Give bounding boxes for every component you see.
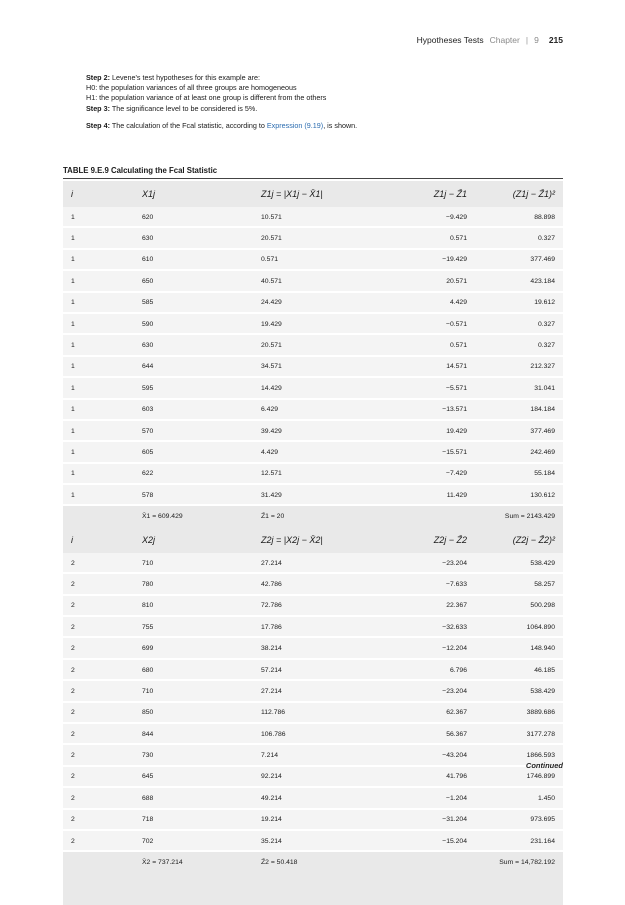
z-cell: 31.429	[259, 485, 389, 506]
table-row	[63, 485, 563, 506]
z-cell: 7.214	[259, 745, 389, 766]
x-cell: 688	[139, 788, 259, 809]
step2-text: Levene's test hypotheses for this example are:	[111, 73, 260, 82]
table-row	[63, 681, 563, 702]
empty-cell	[139, 873, 259, 905]
group2-header-row	[63, 527, 563, 553]
sq-cell: 0.327	[475, 228, 563, 249]
group2-mean-z: Z̄2 = 50.418	[259, 852, 389, 873]
x-cell: 710	[139, 681, 259, 702]
index-cell: 2	[63, 809, 139, 830]
z-diff-cell: −5.571	[389, 378, 475, 399]
x-cell: 680	[139, 659, 259, 680]
table-continues-row	[63, 873, 563, 905]
z-diff-cell: −1.204	[389, 788, 475, 809]
z-diff-cell: 0.571	[389, 228, 475, 249]
group1-header-index-cell: i	[63, 181, 139, 207]
x-cell: 710	[139, 553, 259, 574]
sq-cell: 973.695	[475, 809, 563, 830]
running-head-chapter-label: Chapter	[489, 35, 520, 45]
z-cell: 10.571	[259, 207, 389, 228]
table-row	[63, 702, 563, 723]
spacer	[86, 114, 566, 121]
z-cell: 20.571	[259, 335, 389, 356]
table-caption: TABLE 9.E.9 Calculating the Fcal Statistic	[63, 166, 218, 175]
sq-cell: 19.612	[475, 292, 563, 313]
z-diff-cell: −15.571	[389, 442, 475, 463]
group2-header-x-cell: X2j	[139, 527, 259, 553]
z-diff-cell: 56.367	[389, 723, 475, 744]
sq-cell: 184.184	[475, 399, 563, 420]
z-diff-cell: −32.633	[389, 617, 475, 638]
z-diff-cell: −7.633	[389, 574, 475, 595]
z-diff-cell: 41.796	[389, 766, 475, 787]
x-cell: 630	[139, 228, 259, 249]
sq-cell: 377.469	[475, 249, 563, 270]
table-row	[63, 766, 563, 787]
step4-paragraph	[86, 121, 566, 131]
sq-cell: 46.185	[475, 659, 563, 680]
z-cell: 112.786	[259, 702, 389, 723]
step3-label: Step 3:	[86, 103, 110, 113]
x-cell: 850	[139, 702, 259, 723]
sq-cell: 148.940	[475, 638, 563, 659]
sq-cell: 423.184	[475, 271, 563, 292]
caption-rule	[63, 178, 563, 179]
table-row	[63, 788, 563, 809]
z-diff-cell: 11.429	[389, 485, 475, 506]
table-row	[63, 745, 563, 766]
index-cell: 1	[63, 313, 139, 334]
z-cell: 17.786	[259, 617, 389, 638]
z-cell: 12.571	[259, 463, 389, 484]
continued-label: Continued	[525, 761, 563, 770]
z-cell: 0.571	[259, 249, 389, 270]
table-row	[63, 659, 563, 680]
empty-cell	[475, 873, 563, 905]
sq-cell: 130.612	[475, 485, 563, 506]
x-cell: 578	[139, 485, 259, 506]
table-row	[63, 595, 563, 616]
z-diff-cell: 22.367	[389, 595, 475, 616]
sq-cell: 0.327	[475, 313, 563, 334]
x-cell: 810	[139, 595, 259, 616]
x-cell: 702	[139, 830, 259, 851]
index-cell: 1	[63, 249, 139, 270]
z-diff-cell: 4.429	[389, 292, 475, 313]
h1-line: H1: the population variance of at least one group is different from the others	[86, 93, 327, 103]
table-row	[63, 207, 563, 228]
x-cell: 718	[139, 809, 259, 830]
table-row	[63, 617, 563, 638]
index-cell: 2	[63, 723, 139, 744]
sq-cell: 1866.593	[475, 745, 563, 766]
z-diff-cell: 6.796	[389, 659, 475, 680]
sq-cell: 55.184	[475, 463, 563, 484]
x-cell: 610	[139, 249, 259, 270]
page-number: 215	[548, 35, 563, 45]
z-diff-cell: 0.571	[389, 335, 475, 356]
x-cell: 605	[139, 442, 259, 463]
table-row	[63, 292, 563, 313]
index-cell: 2	[63, 659, 139, 680]
z-cell: 92.214	[259, 766, 389, 787]
index-cell: 2	[63, 553, 139, 574]
x-cell: 620	[139, 207, 259, 228]
index-cell: 1	[63, 420, 139, 441]
group2-summary-row	[63, 852, 563, 873]
z-cell: 42.786	[259, 574, 389, 595]
z-cell: 35.214	[259, 830, 389, 851]
empty-cell	[63, 852, 139, 873]
table-row	[63, 378, 563, 399]
step4-end: , is shown.	[323, 120, 358, 130]
z-diff-cell: −43.204	[389, 745, 475, 766]
z-cell: 38.214	[259, 638, 389, 659]
running-head-section: Hypotheses Tests	[416, 35, 484, 45]
index-cell: 2	[63, 788, 139, 809]
index-cell: 2	[63, 830, 139, 851]
index-cell: 1	[63, 207, 139, 228]
index-cell: 1	[63, 442, 139, 463]
index-cell: 2	[63, 681, 139, 702]
index-cell: 1	[63, 228, 139, 249]
x-cell: 755	[139, 617, 259, 638]
x-cell: 590	[139, 313, 259, 334]
z-cell: 6.429	[259, 399, 389, 420]
index-cell: 2	[63, 617, 139, 638]
group2-header-sq-cell: (Z2j − Z̄2)²	[475, 527, 563, 553]
index-cell: 2	[63, 574, 139, 595]
empty-cell	[389, 873, 475, 905]
group1-header-row	[63, 181, 563, 207]
z-diff-cell: 14.571	[389, 356, 475, 377]
x-cell: 595	[139, 378, 259, 399]
x-cell: 603	[139, 399, 259, 420]
x-cell: 630	[139, 335, 259, 356]
index-cell: 1	[63, 356, 139, 377]
empty-cell	[259, 873, 389, 905]
z-diff-cell: −12.204	[389, 638, 475, 659]
index-cell: 1	[63, 399, 139, 420]
group2-header-index-cell: i	[63, 527, 139, 553]
table-row	[63, 463, 563, 484]
x-cell: 644	[139, 356, 259, 377]
z-diff-cell: −0.571	[389, 313, 475, 334]
z-diff-cell: −13.571	[389, 399, 475, 420]
empty-cell	[389, 506, 475, 527]
step4-label: Step 4:	[86, 120, 110, 130]
table-row	[63, 553, 563, 574]
z-cell: 27.214	[259, 681, 389, 702]
index-cell: 1	[63, 292, 139, 313]
z-diff-cell: −23.204	[389, 681, 475, 702]
z-cell: 24.429	[259, 292, 389, 313]
group1-mean-z: Z̄1 = 20	[259, 506, 389, 527]
h0-line: H0: the population variances of all three groups are homogeneous	[86, 83, 297, 93]
step3-paragraph	[86, 104, 566, 114]
running-head-chapter-number: 9	[534, 35, 539, 45]
index-cell: 1	[63, 485, 139, 506]
index-cell: 2	[63, 595, 139, 616]
x-cell: 645	[139, 766, 259, 787]
x-cell: 570	[139, 420, 259, 441]
group1-sum: Sum = 2143.429	[475, 506, 563, 527]
sq-cell: 242.469	[475, 442, 563, 463]
z-diff-cell: −7.429	[389, 463, 475, 484]
table-row	[63, 335, 563, 356]
sq-cell: 1746.899	[475, 766, 563, 787]
index-cell: 1	[63, 463, 139, 484]
table-row	[63, 313, 563, 334]
sq-cell: 0.327	[475, 335, 563, 356]
expression-link[interactable]: Expression (9.19)	[266, 120, 324, 130]
z-cell: 4.429	[259, 442, 389, 463]
sq-cell: 3889.686	[475, 702, 563, 723]
step3-text: The significance level to be considered is 5%.	[111, 103, 258, 113]
sq-cell: 3177.278	[475, 723, 563, 744]
z-diff-cell: 19.429	[389, 420, 475, 441]
sq-cell: 538.429	[475, 681, 563, 702]
z-diff-cell: −9.429	[389, 207, 475, 228]
levene-table-body	[63, 181, 563, 905]
z-cell: 39.429	[259, 420, 389, 441]
z-cell: 72.786	[259, 595, 389, 616]
group2-header-z-diff-cell: Z2j − Z̄2	[389, 527, 475, 553]
sq-cell: 231.164	[475, 830, 563, 851]
z-cell: 14.429	[259, 378, 389, 399]
x-cell: 650	[139, 271, 259, 292]
group2-sum: Sum = 14,782.192	[475, 852, 563, 873]
group1-header-sq-cell: (Z1j − Z̄1)²	[475, 181, 563, 207]
z-cell: 19.429	[259, 313, 389, 334]
page-header	[417, 35, 563, 45]
table-row	[63, 723, 563, 744]
table-row	[63, 638, 563, 659]
group1-header-x-cell: X1j	[139, 181, 259, 207]
intro-text	[86, 73, 566, 131]
sq-cell: 88.898	[475, 207, 563, 228]
z-cell: 19.214	[259, 809, 389, 830]
z-cell: 57.214	[259, 659, 389, 680]
index-cell: 1	[63, 335, 139, 356]
x-cell: 585	[139, 292, 259, 313]
step4-text: The calculation of the Fcal statistic, according to	[111, 120, 265, 130]
table-row	[63, 356, 563, 377]
levene-table	[63, 181, 563, 905]
table-row	[63, 420, 563, 441]
x-cell: 844	[139, 723, 259, 744]
empty-cell	[63, 506, 139, 527]
z-diff-cell: 62.367	[389, 702, 475, 723]
index-cell: 1	[63, 271, 139, 292]
group1-mean-x: X̄1 = 609.429	[139, 506, 259, 527]
x-cell: 699	[139, 638, 259, 659]
z-diff-cell: −31.204	[389, 809, 475, 830]
index-cell: 2	[63, 745, 139, 766]
x-cell: 622	[139, 463, 259, 484]
x-cell: 780	[139, 574, 259, 595]
group1-header-z-diff-cell: Z1j − Z̄1	[389, 181, 475, 207]
table-row	[63, 249, 563, 270]
z-cell: 49.214	[259, 788, 389, 809]
sq-cell: 58.257	[475, 574, 563, 595]
table-row	[63, 830, 563, 851]
sq-cell: 500.298	[475, 595, 563, 616]
z-diff-cell: 20.571	[389, 271, 475, 292]
table-row	[63, 574, 563, 595]
index-cell: 1	[63, 378, 139, 399]
sq-cell: 212.327	[475, 356, 563, 377]
z-diff-cell: −15.204	[389, 830, 475, 851]
group1-header-z-cell: Z1j = |X1j − X̄1|	[259, 181, 389, 207]
step2-paragraph	[86, 73, 566, 83]
group1-summary-row	[63, 506, 563, 527]
index-cell: 2	[63, 638, 139, 659]
table-row	[63, 442, 563, 463]
sq-cell: 1.450	[475, 788, 563, 809]
table-row	[63, 809, 563, 830]
sq-cell: 377.469	[475, 420, 563, 441]
sq-cell: 1064.890	[475, 617, 563, 638]
step2-label: Step 2:	[86, 73, 110, 82]
table-row	[63, 271, 563, 292]
z-cell: 106.786	[259, 723, 389, 744]
index-cell: 2	[63, 702, 139, 723]
table-row	[63, 228, 563, 249]
group2-header-z-cell: Z2j = |X2j − X̄2|	[259, 527, 389, 553]
index-cell: 2	[63, 766, 139, 787]
running-head-separator: |	[525, 35, 529, 45]
z-diff-cell: −19.429	[389, 249, 475, 270]
z-cell: 40.571	[259, 271, 389, 292]
group2-mean-x: X̄2 = 737.214	[139, 852, 259, 873]
z-cell: 20.571	[259, 228, 389, 249]
z-cell: 27.214	[259, 553, 389, 574]
empty-cell	[389, 852, 475, 873]
sq-cell: 538.429	[475, 553, 563, 574]
z-cell: 34.571	[259, 356, 389, 377]
empty-cell	[63, 873, 139, 905]
sq-cell: 31.041	[475, 378, 563, 399]
table-row	[63, 399, 563, 420]
x-cell: 730	[139, 745, 259, 766]
z-diff-cell: −23.204	[389, 553, 475, 574]
